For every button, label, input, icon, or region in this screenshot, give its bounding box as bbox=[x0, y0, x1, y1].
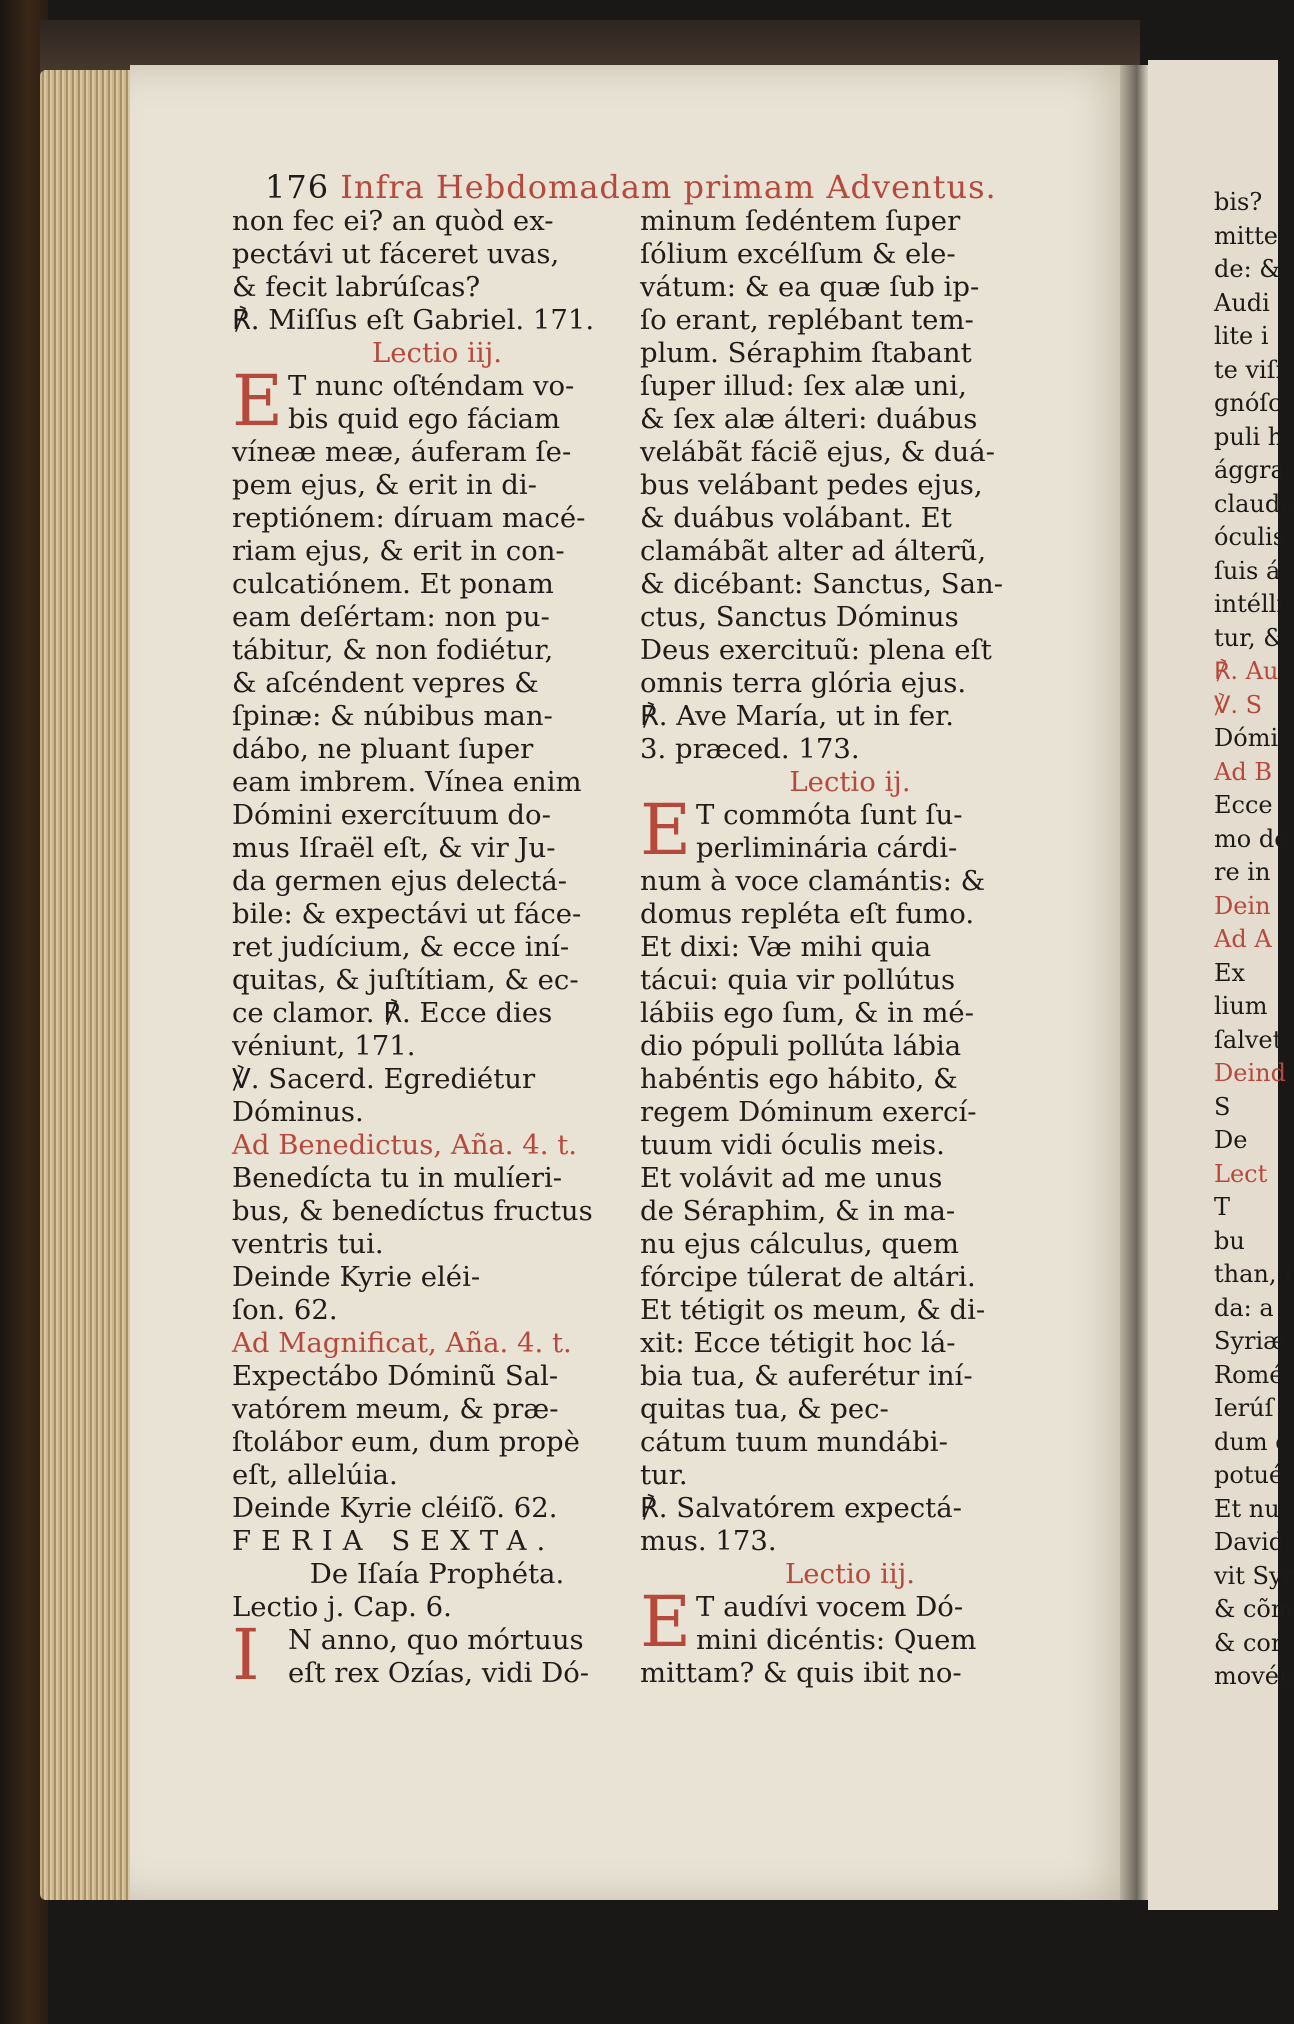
drop-capital: E bbox=[640, 1581, 692, 1663]
adjacent-page-text: Lect bbox=[1214, 1159, 1268, 1188]
text-line: 3. præced. 173. bbox=[640, 733, 860, 765]
adjacent-page-text: lite i bbox=[1214, 322, 1269, 350]
text-line: Deus exercituũ: plena eſt bbox=[640, 634, 992, 666]
text-line: ctus, Sanctus Dóminus bbox=[640, 601, 959, 633]
text-line: Et tétigit os meum, & di- bbox=[640, 1294, 986, 1326]
text-line: eam imbrem. Vínea enim bbox=[232, 766, 582, 798]
text-line: lábiis ego ſum, & in mé- bbox=[640, 997, 974, 1029]
running-header bbox=[265, 168, 997, 206]
text-line: N anno, quo mórtuus bbox=[288, 1624, 584, 1656]
text-line: Dómini exercítuum do- bbox=[232, 799, 551, 831]
text-line: ſuper illud: ſex alæ uni, bbox=[640, 370, 967, 402]
text-line: dio pópuli pollúta lábia bbox=[640, 1030, 962, 1062]
text-line: habéntis ego hábito, & bbox=[640, 1063, 958, 1095]
adjacent-page-text: bis? bbox=[1214, 188, 1263, 216]
adjacent-page-text: & cõm bbox=[1214, 1595, 1294, 1623]
adjacent-page-text: Romé bbox=[1214, 1360, 1284, 1389]
left-text-column bbox=[232, 205, 642, 1696]
text-line: De Iſaía Prophéta. bbox=[309, 1558, 565, 1590]
text-line: tur. bbox=[640, 1459, 688, 1491]
book-gutter bbox=[1120, 65, 1148, 1900]
adjacent-page-text: movén bbox=[1214, 1662, 1294, 1690]
text-line: Benedícta tu in mulíeri- bbox=[232, 1162, 563, 1194]
adjacent-page-text: Dein bbox=[1214, 891, 1271, 920]
text-line: ſo erant, replébant tem- bbox=[640, 304, 974, 336]
adjacent-page-text: ℟. Au bbox=[1214, 657, 1279, 685]
text-line: FERIA SEXTA. bbox=[232, 1525, 556, 1557]
right-text-column bbox=[640, 205, 1060, 1690]
adjacent-page-text: & cor bbox=[1214, 1628, 1283, 1657]
text-line: de Séraphim, & in ma- bbox=[640, 1195, 956, 1227]
text-line: domus repléta eſt fumo. bbox=[640, 898, 975, 930]
text-line: clamábãt alter ad álterũ, bbox=[640, 535, 987, 567]
text-line: non fec ei? an quòd ex- bbox=[232, 205, 554, 237]
text-line: riam ejus, & erit in con- bbox=[232, 535, 565, 567]
adjacent-page-text: ℣. S bbox=[1214, 690, 1263, 719]
adjacent-page-text: than, f bbox=[1214, 1260, 1294, 1288]
text-line: quitas, & juſtítiam, & ec- bbox=[232, 964, 579, 996]
text-line: mus. 173. bbox=[640, 1525, 777, 1557]
text-line: tábitur, & non fodiétur, bbox=[232, 634, 554, 666]
adjacent-page-text: T bbox=[1214, 1193, 1231, 1221]
text-line: Lectio iij. bbox=[372, 337, 502, 369]
adjacent-page-text: intélli bbox=[1214, 590, 1285, 618]
text-line: & aſcéndent vepres & bbox=[232, 667, 539, 699]
text-line: & dicébant: Sanctus, San- bbox=[640, 568, 1004, 600]
page-edges bbox=[40, 70, 135, 1900]
text-line: víneæ meæ, áuferam ſe- bbox=[232, 436, 572, 468]
adjacent-page-text: mitte bbox=[1214, 221, 1278, 250]
text-line: pem ejus, & erit in di- bbox=[232, 469, 537, 501]
text-line: eſt, allelúia. bbox=[232, 1459, 398, 1491]
text-line: culcatiónem. Et ponam bbox=[232, 568, 554, 600]
adjacent-page-text: gnóſc bbox=[1214, 389, 1282, 417]
adjacent-page-text: te viſi bbox=[1214, 355, 1284, 384]
adjacent-page-text: mo de bbox=[1214, 824, 1289, 853]
text-line: ſon. 62. bbox=[232, 1294, 338, 1326]
adjacent-page-text: bu bbox=[1214, 1226, 1245, 1255]
text-line: bia tua, & auferétur iní- bbox=[640, 1360, 973, 1392]
adjacent-page-text: Et nu bbox=[1214, 1494, 1280, 1523]
adjacent-page-text: De bbox=[1214, 1126, 1248, 1154]
adjacent-page-text: Ad A bbox=[1214, 925, 1272, 953]
adjacent-page-text: lium bbox=[1214, 992, 1268, 1020]
text-line: cátum tuum mundábi- bbox=[640, 1426, 948, 1458]
text-line: da germen ejus delectá- bbox=[232, 865, 568, 897]
text-line: vatórem meum, & præ- bbox=[232, 1393, 559, 1425]
text-line: Dóminus. bbox=[232, 1096, 364, 1128]
adjacent-page-text: potué bbox=[1214, 1461, 1284, 1489]
adjacent-page-text: tur, & bbox=[1214, 623, 1285, 652]
adjacent-page-text: Dómi bbox=[1214, 724, 1279, 752]
text-line: num à voce clamántis: & bbox=[640, 865, 986, 897]
text-line: mus Iſraël eſt, & vir Ju- bbox=[232, 832, 556, 864]
text-line: fórcipe túlerat de altári. bbox=[640, 1261, 976, 1293]
adjacent-page-text: S bbox=[1214, 1092, 1231, 1121]
adjacent-page-text: Ierúſ bbox=[1214, 1394, 1274, 1422]
text-line: ventris tui. bbox=[232, 1228, 384, 1260]
text-line: mini dicéntis: Quem bbox=[696, 1624, 977, 1656]
text-line: bus, & benedíctus fructus bbox=[232, 1195, 593, 1227]
text-line: Ad Benedictus, Aña. 4. t. bbox=[232, 1129, 578, 1161]
text-line: ſpinæ: & núbibus man- bbox=[232, 700, 553, 732]
text-line: Lectio j. Cap. 6. bbox=[232, 1591, 452, 1623]
text-line: vátum: & ea quæ ſub ip- bbox=[640, 271, 980, 303]
adjacent-page-text: Ad B bbox=[1214, 757, 1272, 786]
text-line: Lectio iij. bbox=[785, 1558, 915, 1590]
text-line: Lectio ij. bbox=[789, 766, 911, 798]
text-line: véniunt, 171. bbox=[232, 1030, 416, 1062]
text-line: velábãt fáciẽ ejus, & duá- bbox=[640, 436, 995, 468]
text-line: ſólium excélſum & ele- bbox=[640, 238, 956, 270]
text-line: ℟. Salvatórem expectá- bbox=[640, 1492, 962, 1524]
text-line: bile: & expectávi ut fáce- bbox=[232, 898, 582, 930]
text-line: tuum vidi óculis meis. bbox=[640, 1129, 945, 1161]
adjacent-page-text: re in bbox=[1214, 858, 1271, 886]
adjacent-page-text: Syriæ bbox=[1214, 1327, 1286, 1355]
text-line: T commóta ſunt ſu- bbox=[696, 799, 963, 831]
text-line: Deinde Kyrie cléiſõ. 62. bbox=[232, 1492, 558, 1524]
text-line: perliminária cárdi- bbox=[696, 832, 958, 864]
text-line: ret judícium, & ecce iní- bbox=[232, 931, 570, 963]
adjacent-page-text: puli h bbox=[1214, 422, 1284, 451]
adjacent-page-text: Deind bbox=[1214, 1059, 1286, 1087]
running-title: Infra Hebdomadam primam Adventus. bbox=[340, 168, 997, 206]
adjacent-page-text: dum c bbox=[1214, 1427, 1289, 1456]
text-line: & ſex alæ álteri: duábus bbox=[640, 403, 978, 435]
text-line: eam deſértam: non pu- bbox=[232, 601, 550, 633]
adjacent-page-text: da: a bbox=[1214, 1293, 1274, 1322]
text-line: T audívi vocem Dó- bbox=[696, 1591, 964, 1623]
right-page-fragment bbox=[1148, 60, 1294, 1910]
adjacent-page-text: Audi bbox=[1214, 288, 1270, 317]
text-line: eſt rex Ozías, vidi Dó- bbox=[288, 1657, 590, 1689]
text-line: quitas tua, & pec- bbox=[640, 1393, 889, 1425]
text-line: tácui: quia vir pollútus bbox=[640, 964, 956, 996]
adjacent-page-text: David, bbox=[1214, 1528, 1292, 1556]
text-line: Et dixi: Væ mihi quia bbox=[640, 931, 932, 963]
text-line: bus velábant pedes ejus, bbox=[640, 469, 983, 501]
text-line: ℟. Miſſus eſt Gabriel. 171. bbox=[232, 304, 595, 336]
text-line: nu ejus cálculus, quem bbox=[640, 1228, 960, 1260]
text-line: ℟. Ave María, ut in fer. bbox=[640, 700, 955, 732]
text-line: mittam? & quis ibit no- bbox=[640, 1657, 962, 1689]
text-line: Ad Magnificat, Aña. 4. t. bbox=[232, 1327, 572, 1359]
text-line: omnis terra glória ejus. bbox=[640, 667, 967, 699]
text-line: plum. Séraphim ſtabant bbox=[640, 337, 972, 369]
text-line: dábo, ne pluant ſuper bbox=[232, 733, 534, 765]
text-line: & fecit labrúſcas? bbox=[232, 271, 481, 303]
adjacent-page-text: Ex bbox=[1214, 958, 1246, 987]
text-line: & duábus volábant. Et bbox=[640, 502, 952, 534]
text-line: minum ſedéntem ſuper bbox=[640, 205, 961, 237]
text-line: pectávi ut fáceret uvas, bbox=[232, 238, 560, 270]
text-line: ce clamor. ℟. Ecce dies bbox=[232, 997, 553, 1029]
page-number: 176 bbox=[265, 168, 330, 206]
text-line: bis quid ego fáciam bbox=[288, 403, 561, 435]
drop-capital: I bbox=[232, 1614, 260, 1696]
text-line: regem Dóminum exercí- bbox=[640, 1096, 977, 1128]
text-line: xit: Ecce tétigit hoc lá- bbox=[640, 1327, 956, 1359]
text-line: reptiónem: díruam macé- bbox=[232, 502, 586, 534]
adjacent-page-text: claude bbox=[1214, 489, 1294, 518]
text-line: ℣. Sacerd. Egrediétur bbox=[232, 1063, 536, 1095]
adjacent-page-text: ággra bbox=[1214, 456, 1285, 484]
text-line: Et volávit ad me unus bbox=[640, 1162, 943, 1194]
text-line: Deinde Kyrie eléi- bbox=[232, 1261, 481, 1293]
adjacent-page-text: Ecce bbox=[1214, 791, 1273, 819]
adjacent-page-text: vit Syr bbox=[1214, 1561, 1294, 1590]
text-line: Expectábo Dóminũ Sal- bbox=[232, 1360, 559, 1392]
drop-capital: E bbox=[232, 360, 284, 442]
text-line: ſtolábor eum, dum propè bbox=[232, 1426, 580, 1458]
text-line: T nunc oſténdam vo- bbox=[288, 370, 575, 402]
adjacent-page-text: ſuis á bbox=[1214, 556, 1281, 585]
adjacent-page-text: óculis bbox=[1214, 523, 1286, 551]
drop-capital: E bbox=[640, 789, 692, 871]
adjacent-page-text: de: & bbox=[1214, 255, 1281, 283]
adjacent-page-text: ſalvet bbox=[1214, 1025, 1283, 1054]
